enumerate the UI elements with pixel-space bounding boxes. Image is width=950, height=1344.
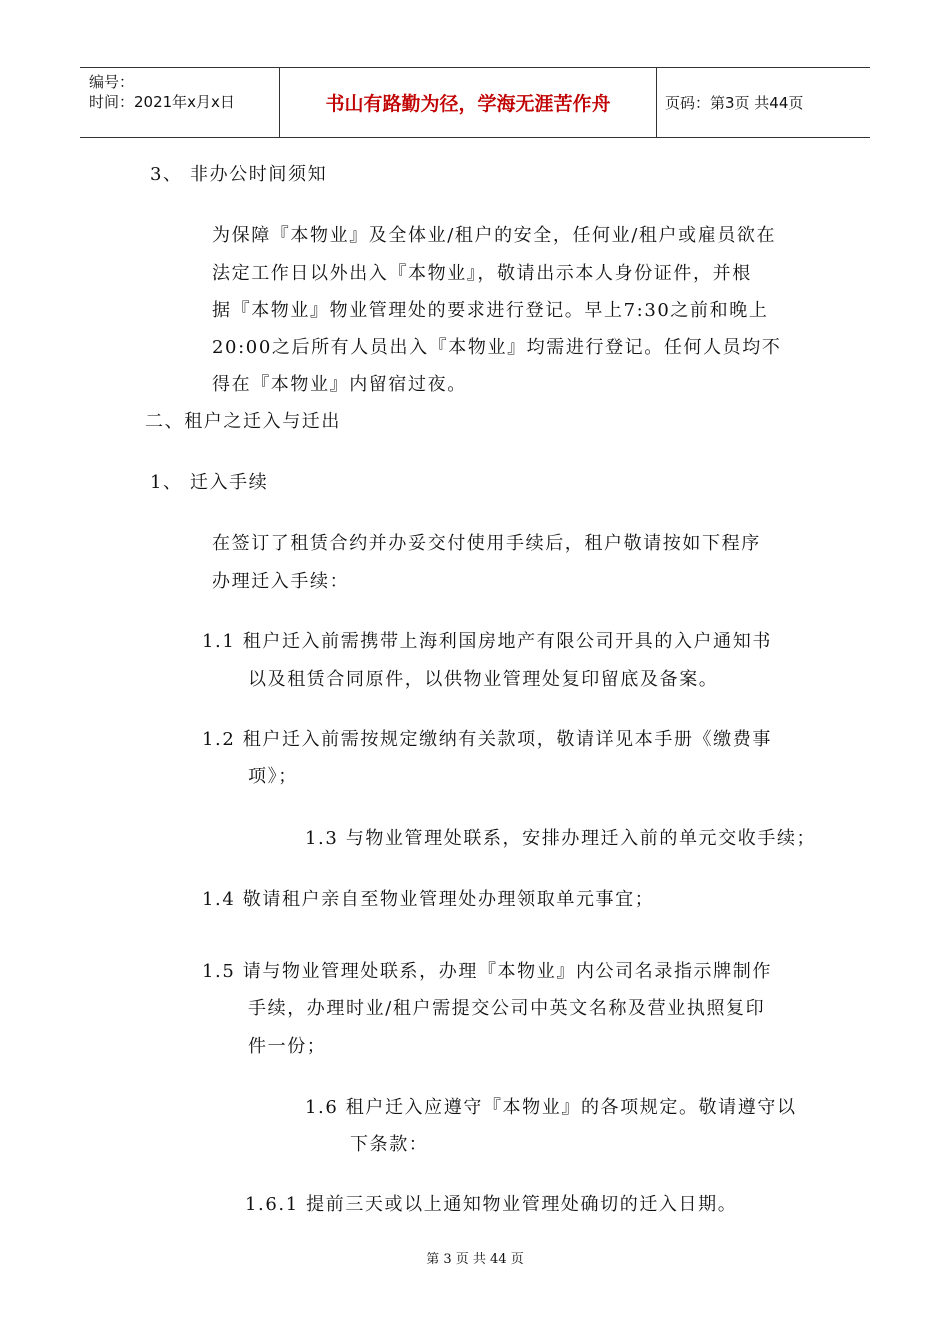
header-page-info: 页码：第3页 共44页 [665, 94, 804, 112]
sub-list-item: 1.6.1 提前三天或以上通知物业管理处确切的迁入日期。 [245, 1194, 738, 1215]
list-item-continuation: 项》； [248, 766, 298, 787]
chapter-heading: 二、租户之迁入与迁出 [145, 411, 341, 432]
section-heading: 1、 迁入手续 [150, 472, 269, 493]
section-heading: 3、 非办公时间须知 [150, 164, 328, 185]
header-meta [80, 68, 280, 137]
paragraph-line: 办理迁入手续： [212, 571, 350, 592]
list-item-continuation: 下条款： [350, 1134, 429, 1155]
page-footer: 第 3 页 共 44 页 [426, 1252, 524, 1267]
list-item-continuation: 件一份； [248, 1036, 327, 1057]
paragraph-line: 20:00之后所有人员出入『本物业』均需进行登记。任何人员均不 [212, 337, 782, 358]
header-table [80, 67, 870, 138]
list-item: 1.3 与物业管理处联系，安排办理迁入前的单元交收手续； [305, 828, 817, 849]
paragraph-line: 在签订了租赁合约并办妥交付使用手续后，租户敬请按如下程序 [212, 533, 761, 554]
list-item: 1.6 租户迁入应遵守『本物业』的各项规定。敬请遵守以 [305, 1097, 797, 1118]
paragraph-line: 为保障『本物业』及全体业/租户的安全，任何业/租户或雇员欲在 [212, 225, 777, 246]
header-motto: 书山有路勤为径，学海无涯苦作舟 [280, 68, 657, 137]
paragraph-line: 得在『本物业』内留宿过夜。 [212, 374, 467, 395]
paragraph-line: 据『本物业』物业管理处的要求进行登记。早上7:30之前和晚上 [212, 300, 769, 321]
list-item-continuation: 手续，办理时业/租户需提交公司中英文名称及营业执照复印 [248, 998, 766, 1019]
paragraph-line: 法定工作日以外出入『本物业』，敬请出示本人身份证件，并根 [212, 263, 752, 284]
list-item: 1.5 请与物业管理处联系，办理『本物业』内公司名录指示牌制作 [202, 961, 772, 982]
list-item: 1.1 租户迁入前需携带上海利国房地产有限公司开具的入户通知书 [202, 631, 772, 652]
time-label: 时间：2021年x月x日 [89, 93, 235, 111]
list-item: 1.4 敬请租户亲自至物业管理处办理领取单元事宜； [202, 889, 655, 910]
list-item: 1.2 租户迁入前需按规定缴纳有关款项，敬请详见本手册《缴费事 [202, 729, 772, 750]
list-item-continuation: 以及租赁合同原件，以供物业管理处复印留底及备案。 [248, 669, 719, 690]
number-label: 编号： [89, 73, 135, 91]
